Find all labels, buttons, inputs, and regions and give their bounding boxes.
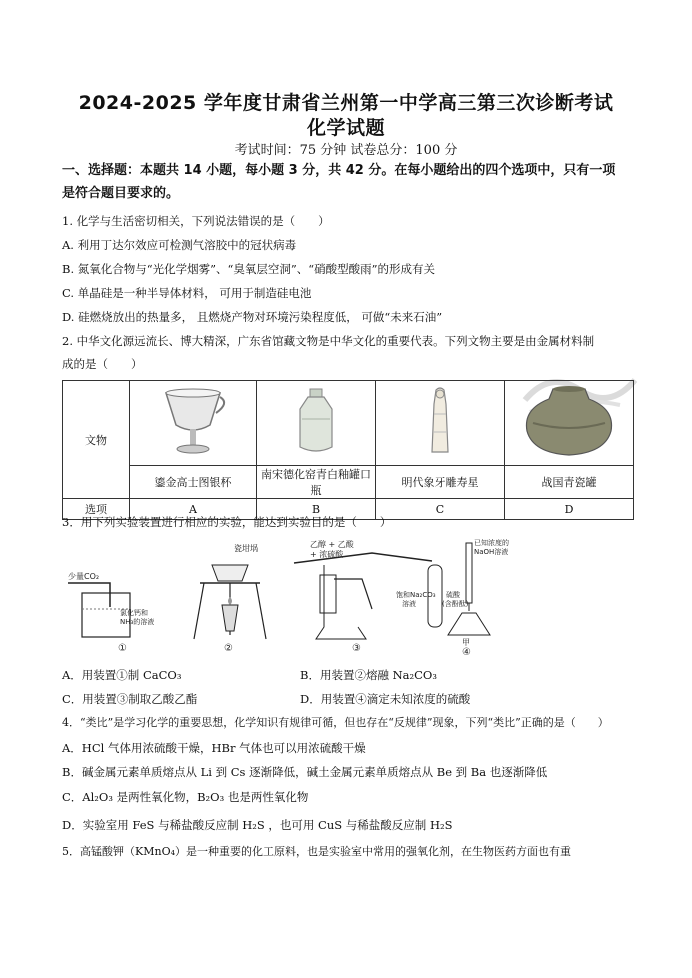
na2co3-label-2: 溶液 — [402, 600, 416, 608]
option-letter-a: A — [130, 499, 257, 520]
q3-option-d: D．用装置④滴定未知浓度的硫酸 — [300, 692, 471, 706]
artifact-image-a — [130, 381, 257, 466]
q4-option-d: D．实验室用 FeS 与稀盐酸反应制 H₂S ，也可用 CuS 与稀盐酸反应制 H₂S — [62, 818, 453, 832]
q4-option-a: A．HCl 气体用浓硫酸干燥，HBr 气体也可以用浓硫酸干燥 — [62, 741, 366, 755]
q4-option-c: C．Al₂O₃ 是两性氧化物，B₂O₃ 也是两性氧化物 — [62, 790, 309, 804]
na2co3-label: 饱和Na₂CO₃ — [396, 591, 436, 599]
artifact-name-b: 南宋德化窑青白釉罐口瓶 — [257, 466, 376, 499]
q2-stem-line2: 成的是（ ） — [62, 357, 143, 371]
q1-stem: 1. 化学与生活密切相关，下列说法错误的是（ ） — [62, 214, 330, 228]
artifact-name-c: 明代象牙雕寿星 — [376, 466, 505, 499]
option-letter-b: B — [257, 499, 376, 520]
q1-option-d: D. 硅燃烧放出的热量多， 且燃烧产物对环境污染程度低， 可做“未来石油” — [62, 310, 443, 324]
apparatus-number-4: ④ — [462, 647, 471, 655]
artifact-table — [62, 380, 634, 520]
q5-stem: 5．高锰酸钾（KMnO₄）是一种重要的化工原料，也是实验室中常用的强氧化剂，在生物医药方面也有重 — [62, 845, 571, 858]
exam-title-line2: 化学试题 — [306, 117, 385, 139]
artifact-image-d — [505, 381, 634, 466]
solution-label-2: NH₃的溶液 — [120, 618, 155, 626]
reagents-label-2: + 浓硫酸 — [310, 550, 344, 559]
option-letter-d: D — [505, 499, 634, 520]
celadon-jar-image — [519, 383, 619, 461]
apparatus-2 — [194, 543, 266, 654]
q3-option-a: A．用装置①制 CaCO₃ — [62, 668, 182, 682]
apparatus-number-2: ② — [224, 643, 233, 654]
acid-label-1: 硫酸 — [446, 591, 460, 599]
solution-label-1: 氯化钙和 — [120, 609, 148, 617]
section-heading-line1: 一、选择题：本题共 14 小题，每小题 3 分，共 42 分。在每小题给出的四个选项中，只有一项 — [62, 163, 616, 178]
artifact-name-d: 战国青瓷罐 — [505, 466, 634, 499]
ivory-carving-image — [420, 384, 460, 460]
acid-label-2: (含酚酞) — [442, 600, 469, 608]
apparatus-diagram — [62, 535, 532, 655]
exam-title-line1: 2024-2025 学年度甘肃省兰州第一中学高三第三次诊断考试 — [78, 92, 614, 114]
artifact-row-label: 文物 — [63, 381, 130, 499]
artifact-image-b — [257, 381, 376, 466]
q3-stem: 3．用下列实验装置进行相应的实验，能达到实验目的是（ ） — [62, 515, 392, 529]
option-letter-c: C — [376, 499, 505, 520]
apparatus-4 — [442, 538, 509, 655]
reagents-label-1: 乙醇 + 乙酸 — [310, 540, 354, 549]
q4-stem: 4．“类比”是学习化学的重要思想，化学知识有规律可循，但也存在“反规律”现象，下列“类比”正确的是（ ） — [62, 716, 609, 729]
section-heading-line2: 是符合题目要求的。 — [62, 186, 180, 201]
q1-option-c: C. 单晶硅是一种半导体材料， 可用于制造硅电池 — [62, 286, 312, 300]
apparatus-number-3: ③ — [352, 643, 361, 654]
co2-label: 少量CO₂ — [68, 572, 100, 581]
silver-cup-image — [158, 385, 228, 459]
jia-label: 甲 — [462, 638, 470, 647]
apparatus-1 — [68, 571, 154, 654]
options-row-label: 选项 — [63, 499, 130, 520]
naoh-label-1: 已知浓度的 — [474, 539, 509, 547]
porcelain-vase-image — [286, 385, 346, 459]
apparatus-3 — [294, 539, 442, 654]
q2-stem-line1: 2. 中华文化源远流长、博大精深，广东省馆藏文物是中华文化的重要代表。下列文物主要是由金属材料制 — [62, 334, 595, 348]
artifact-name-a: 鎏金高士图银杯 — [130, 466, 257, 499]
q3-option-b: B．用装置②熔融 Na₂CO₃ — [300, 668, 437, 682]
exam-info: 考试时间：75 分钟 试卷总分：100 分 — [234, 143, 458, 158]
naoh-label-2: NaOH溶液 — [474, 548, 509, 556]
q1-option-a: A. 利用丁达尔效应可检测气溶胶中的冠状病毒 — [62, 238, 297, 252]
artifact-image-c — [376, 381, 505, 466]
q3-option-c: C．用装置③制取乙酸乙酯 — [62, 692, 198, 706]
crucible-label: 瓷坩埚 — [234, 544, 258, 553]
q4-option-b: B．碱金属元素单质熔点从 Li 到 Cs 逐渐降低，碱土金属元素单质熔点从 Be 到 Ba 也逐渐降低 — [62, 765, 548, 779]
q1-option-b: B. 氮氧化合物与“光化学烟雾”、“臭氧层空洞”、“硝酸型酸雨”的形成有关 — [62, 262, 436, 276]
apparatus-number-1: ① — [118, 643, 127, 654]
